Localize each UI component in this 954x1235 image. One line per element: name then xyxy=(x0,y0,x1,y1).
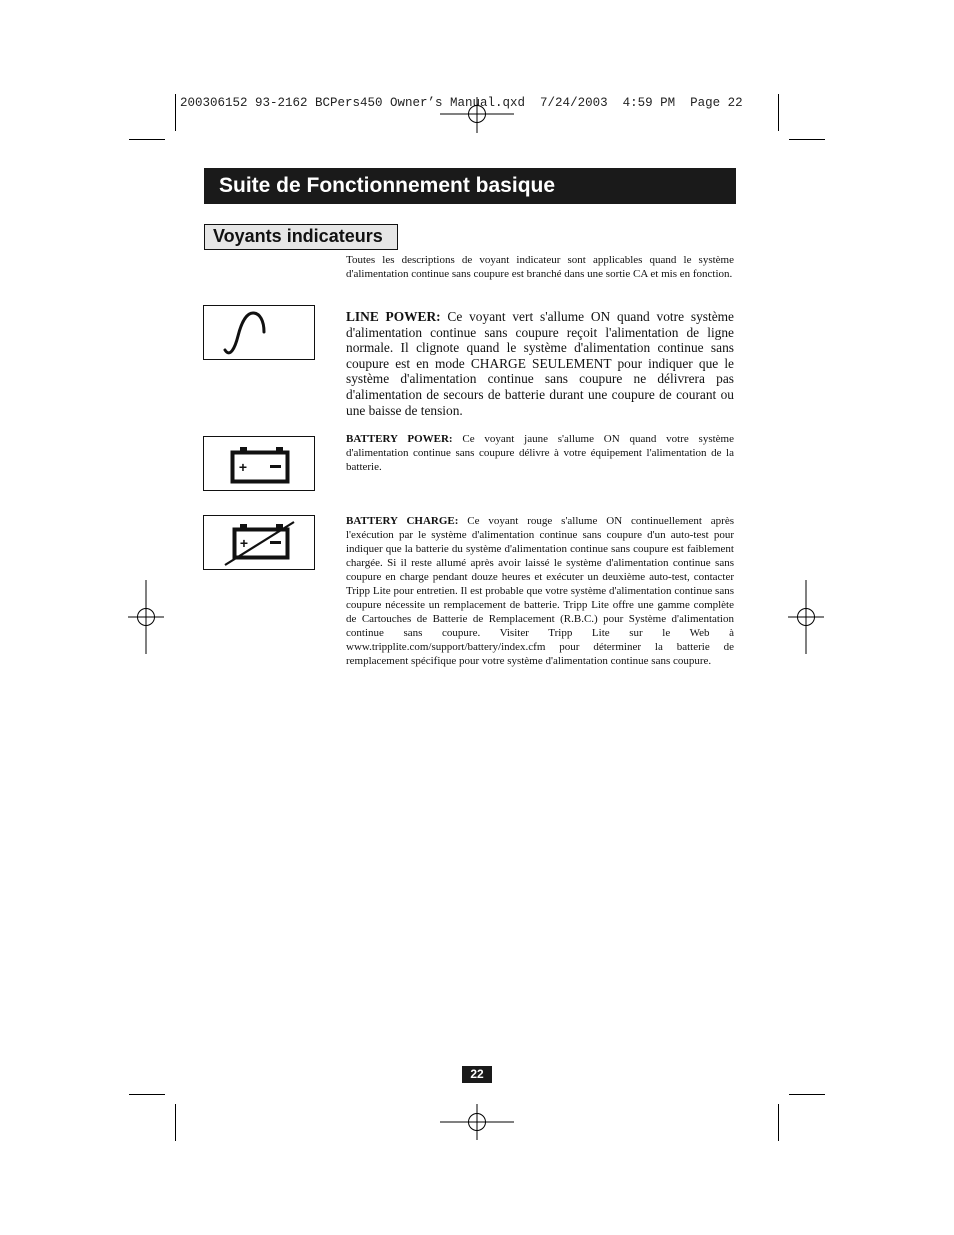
sine-wave-stroke xyxy=(204,306,316,361)
crop-mark xyxy=(129,1094,165,1095)
page-number: 22 xyxy=(462,1066,492,1083)
line-power-text: Ce voyant vert s'allume ON quand votre système d'alimentation continue sans coupure reçoit l'alimentation de ligne normale. Il clignote quand le système d'alimentation continue sans coupure est en mode CHARGE SEULEMENT pour indiquer que le système d'alimentation continue sans coupure ne délivrera pas d'alimentation de secours de batterie durant une coupure de courant ou une baisse de tension. xyxy=(346,309,735,418)
battery-charge-description xyxy=(346,514,734,668)
battery-plus: + xyxy=(238,459,248,475)
crop-mark xyxy=(175,1104,176,1141)
registration-mark-icon xyxy=(128,580,164,654)
crop-mark xyxy=(789,1094,825,1095)
crop-mark xyxy=(778,1104,779,1141)
battery-icon xyxy=(204,437,316,492)
line-power-description xyxy=(346,309,734,418)
battery-charge-text: Ce voyant rouge s'allume ON continuellement après l'exécution par le système d'alimentation continue sans coupure d'un auto-test pour indiquer que la batterie du système d'alimentation continue sans coupure est faiblement chargée. Si il reste allumé après avoir laissé le système d'alimentation continue sans coupure en charge pendant douze heures et exécuter un deuxième auto-test, contacter Tripp Lite pour entretien. Il est probable que votre système d'alimentation continue sans coupure nécessite un remplacement de batterie. Tripp Lite offre une gamme complète de Cartouches de Batterie de Remplacement (R.B.C.) pour Système d'alimentation continue sans coupure. Visiter Tripp Lite sur le Web à www.tripplite.com/support/battery/index.cfm pour déterminer la batterie de remplacement spécifique pour votre système d'alimentation continue sans coupure. xyxy=(346,515,734,667)
battery-power-description xyxy=(346,432,734,474)
crop-mark xyxy=(129,139,165,140)
print-slug: 200306152 93-2162 BCPers450 Owner’s Manual.qxd 7/24/2003 4:59 PM Page 22 xyxy=(180,96,743,110)
crop-mark xyxy=(789,139,825,140)
registration-mark-icon xyxy=(440,1104,514,1140)
battery-charge-icon-box xyxy=(203,515,315,570)
line-power-label: LINE POWER: xyxy=(346,309,441,324)
battery-power-icon-box xyxy=(203,436,315,491)
battery-power-text: Ce voyant jaune s'allume ON quand votre système d'alimentation continue sans coupure délivre à votre équipement l'alimentation de la batterie. xyxy=(346,433,734,473)
crop-mark xyxy=(175,94,176,131)
subsection-heading: Voyants indicateurs xyxy=(213,226,383,246)
intro-paragraph: Toutes les descriptions de voyant indicateur sont applicables quand le système d'alimentation continue sans coupure est branché dans une sortie CA et mis en fonction. xyxy=(346,254,734,280)
battery-plus: + xyxy=(239,535,249,551)
battery-power-label: BATTERY POWER: xyxy=(346,433,453,445)
registration-mark-icon xyxy=(440,97,514,133)
page-title: Suite de Fonctionnement basique xyxy=(219,174,556,197)
crop-mark xyxy=(778,94,779,131)
line-power-icon-box xyxy=(203,305,315,360)
battery-charge-label: BATTERY CHARGE: xyxy=(346,515,459,527)
battery-crossed-icon xyxy=(204,516,316,571)
registration-mark-icon xyxy=(788,580,824,654)
